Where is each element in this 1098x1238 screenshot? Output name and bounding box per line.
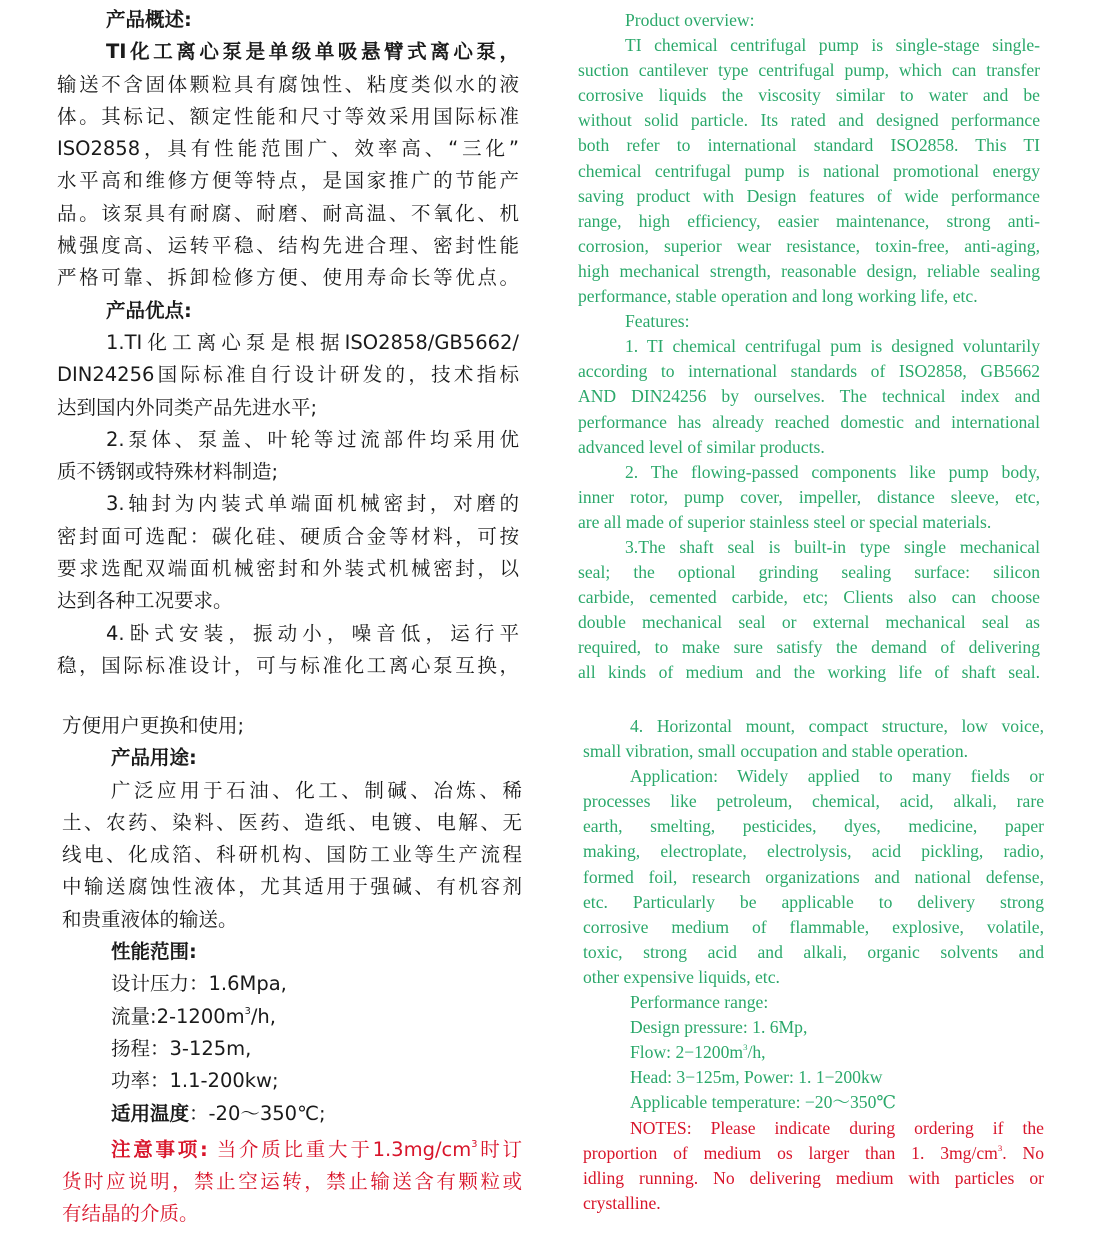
overview-line-en: range, high efficiency, easier maintenance, strong anti- [578,210,1040,231]
temperature-en: Applicable temperature: −20～350℃ [630,1092,897,1113]
flow-en [583,1040,1044,1065]
feature3-line-en: all kinds of medium and the working life of shaft seal. [578,662,1040,683]
notes-line-cn: 有结晶的介质。 [62,1202,199,1226]
feature1-line-cn: 1.TI化工离心泵是根据ISO2858/GB5662/ [106,330,519,354]
feature1-line-cn: DIN24256国际标准自行设计研发的，技术指标 [57,363,519,387]
application-line-en: making, electroplate, electrolysis, acid pickling, radio, [583,841,1044,862]
feature1-line-cn: 达到国内外同类产品先进水平; [57,395,318,419]
overview-line-en: corrosive liquids the viscosity similar to water and be [578,85,1040,106]
performance-heading-cn: 性能范围: [111,940,197,964]
application-line-en: etc. Particularly be applicable to delivery strong [583,891,1044,912]
feature1-line-en: performance has already reached domestic and international [578,411,1040,432]
overview-line-en: suction cantilever type centrifugal pump, which can transfer [578,60,1040,81]
application-line-en: formed foil, research organizations and national defense, [583,866,1044,887]
feature4-line-cn: 方便用户更换和使用; [62,714,245,737]
overview-heading-cn: 产品概述: [106,8,192,31]
flow-sup-cn: 3 [244,1005,251,1017]
notes-heading-cn: 注意事项: [111,1137,208,1161]
feature1-line-en: AND DIN24256 by ourselves. The technical index and [578,386,1040,407]
notes-text-a-en: proportion of medium os larger than 1. 3mg/cm [583,1142,998,1163]
overview-line-en: TI chemical centrifugal pump is single-stage single- [625,35,1040,56]
application-line-en: earth, smelting, pesticides, dyes, medicine, paper [583,816,1044,837]
overview-line-cn: 输送不含固体颗粒具有腐蚀性、粘度类似水的液 [57,72,519,96]
feature3-line-en: carbide, cemented carbide, etc; Clients also can choose [578,587,1040,608]
head-power-en: Head: 3−125m, Power: 1. 1−200kw [630,1067,883,1088]
features-heading-en: Features: [625,311,690,332]
chinese-column-bottom [62,710,522,1231]
feature3-line-cn: 密封面可选配：碳化硅、硬质合金等材料，可按 [57,524,519,548]
overview-line-cn [57,36,519,68]
notes-sup-cn: 3 [471,1139,478,1151]
pressure-en: Design pressure: 1. 6Mp, [630,1017,808,1038]
application-heading-cn: 产品用途: [111,746,197,770]
flow-prefix-cn: 流量:2-1200m [111,1004,245,1028]
notes-line-en: crystalline. [583,1192,661,1213]
performance-heading-en: Performance range: [630,992,769,1013]
flow-suffix-cn: /h, [250,1004,276,1028]
feature4-line-cn: 4.卧式安装，振动小，噪音低，运行平 [106,621,519,645]
chinese-column-top [57,4,519,682]
feature3-line-cn: 要求选配双端面机械密封和外装式机械密封，以 [57,557,519,581]
feature1-line-en: 1. TI chemical centrifugal pum is designed voluntarily [625,336,1040,357]
overview-line-cn: 体。其标记、额定性能和尺寸等效采用国际标准 [57,104,519,128]
overview-line-en: without solid particle. Its rated and designed performance [578,110,1040,131]
flow-cn [62,1001,522,1033]
overview-line-en: performance, stable operation and long working life, etc. [578,286,978,307]
overview-line-cn: 严格可靠、拆卸检修方便、使用寿命长等优点。 [57,266,519,290]
application-line-cn: 和贵重液体的输送。 [62,907,238,931]
application-line-en: toxic, strong acid and alkali, organic solvents and [583,941,1044,962]
application-line-cn: 中输送腐蚀性液体，尤其适用于强碱、有机容剂 [62,875,522,899]
feature1-line-en: according to international standards of ISO2858, GB5662 [578,361,1040,382]
temperature-label-cn: 适用温度 [111,1101,190,1125]
feature2-line-en: 2. The flowing-passed components like pump body, [625,461,1040,482]
flow-suffix-en: /h, [747,1042,766,1063]
application-line-en: other expensive liquids, etc. [583,966,780,987]
overview-first-line-cn: TI化工离心泵是单级单吸悬臂式离心泵， [106,40,519,64]
features-heading-cn: 产品优点: [106,298,192,322]
notes-line-en [583,1141,1044,1166]
notes-line-cn [62,1134,522,1166]
feature3-line-cn: 达到各种工况要求。 [57,589,233,613]
english-column-bottom [583,714,1044,1216]
feature2-line-cn: 2.泵体、泵盖、叶轮等过流部件均采用优 [106,427,519,451]
application-line-en: processes like petroleum, chemical, acid, alkali, rare [583,791,1044,812]
feature3-line-en: required, to make sure satisfy the demand of delivering [578,637,1040,658]
overview-heading-en: Product overview: [625,10,755,30]
notes-line-en: idling running. No delivering medium with particles or [583,1167,1044,1188]
temperature-value-cn: ：-20～350℃; [189,1101,326,1125]
overview-line-en: chemical centrifugal pump is national promotional energy [578,160,1040,181]
head-cn: 扬程：3-125m, [111,1036,252,1060]
notes-text-b-en: . No [1002,1142,1044,1163]
flow-prefix-en: Flow: 2−1200m [630,1042,744,1063]
overview-line-en: saving product with Design features of wide performance [578,185,1040,206]
overview-line-cn: ISO2858，具有性能范围广、效率高、“三化” [57,137,519,161]
feature3-line-cn: 3.轴封为内装式单端面机械密封，对磨的 [106,492,519,516]
overview-line-cn: 械强度高、运转平稳、结构先进合理、密封性能 [57,234,519,258]
overview-line-cn: 品。该泵具有耐腐、耐磨、耐高温、不氧化、机 [57,201,519,225]
feature3-line-en: 3.The shaft seal is built-in type single mechanical [625,536,1040,557]
notes-line-cn: 货时应说明，禁止空运转，禁止输送含有颗粒或 [62,1170,522,1194]
feature2-line-en: inner rotor, pump cover, impeller, distance sleeve, etc, [578,486,1040,507]
pressure-cn: 设计压力：1.6Mpa, [111,972,287,996]
feature1-line-en: advanced level of similar products. [578,436,825,457]
temperature-cn [62,1098,522,1130]
feature2-line-en: are all made of superior stainless steel or special materials. [578,511,992,532]
notes-sup-en: 3 [997,1142,1003,1153]
notes-text-b-cn: 时订 [477,1137,522,1161]
overview-line-en: both refer to international standard ISO2858. This TI [578,135,1040,156]
application-line-en: corrosive medium of flammable, explosive, volatile, [583,916,1044,937]
overview-line-cn: 水平高和维修方便等特点，是国家推广的节能产 [57,169,519,193]
overview-line-en: corrosion, superior wear resistance, toxin-free, anti-aging, [578,235,1040,256]
application-line-en: Application: Widely applied to many fields or [630,766,1044,787]
feature3-line-en: seal; the optional grinding sealing surface: silicon [578,562,1040,583]
application-line-cn: 土、农药、染料、医药、造纸、电镀、电解、无 [62,810,522,834]
application-line-cn: 线电、化成箔、科研机构、国防工业等生产流程 [62,843,522,867]
feature4-line-cn: 稳，国际标准设计，可与标准化工离心泵互换， [57,653,519,677]
feature4-line-en: small vibration, small occupation and stable operation. [583,741,969,762]
feature3-line-en: double mechanical seal or external mechanical seal as [578,612,1040,633]
power-cn: 功率：1.1-200kw; [111,1069,279,1093]
notes-line-en: NOTES: Please indicate during ordering if the [630,1117,1044,1138]
notes-text-a-cn: 当介质比重大于1.3mg/cm [207,1137,472,1161]
application-line-cn: 广泛应用于石油、化工、制碱、冶炼、稀 [111,778,522,802]
feature2-line-cn: 质不锈钢或特殊材料制造; [57,460,279,484]
overview-line-en: high mechanical strength, reasonable design, reliable sealing [578,260,1040,281]
flow-sup-en: 3 [743,1042,748,1053]
english-column-top [578,8,1040,684]
feature4-line-en: 4. Horizontal mount, compact structure, low voice, [630,716,1044,736]
